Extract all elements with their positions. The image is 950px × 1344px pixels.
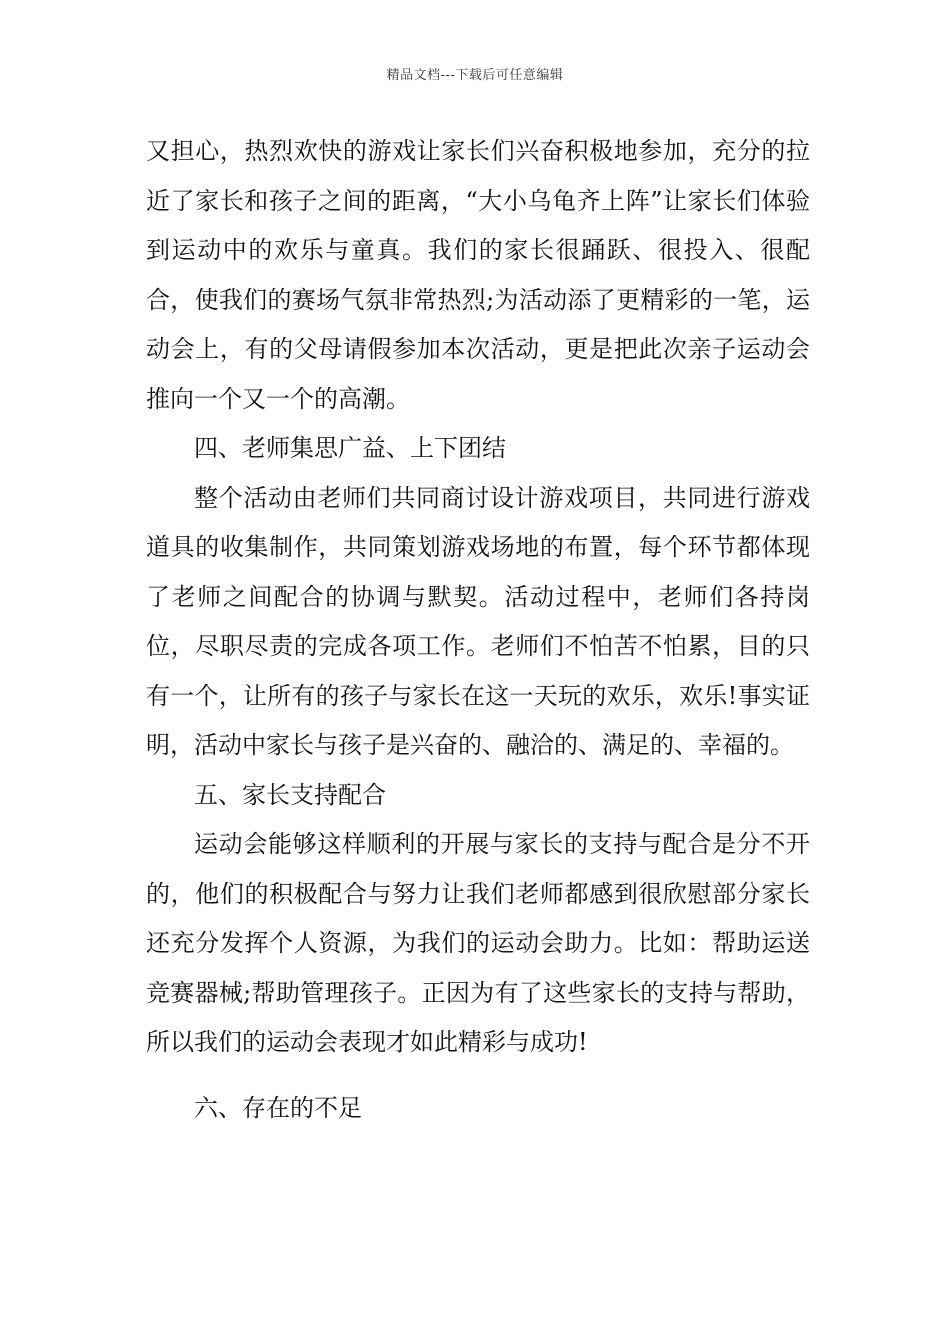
section-heading-5: 五、家长支持配合 bbox=[194, 780, 386, 809]
section-heading-4: 四、老师集思广益、上下团结 bbox=[194, 434, 506, 462]
section-heading-6: 六、存在的不足 bbox=[194, 1093, 362, 1122]
paragraph-section-4: 整个活动由老师们共同商讨设计游戏项目，共同进行游戏道具的收集制作，共同策划游戏场地的布置，每个环节都体现了老师之间配合的协调与默契。活动过程中，老师们各持岗位，尽职尽责的完成各项工作。老师们不怕苦不怕累，目的只有一个，让所有的孩子与家长在这一天玩的欢乐，欢乐!事实证明，活动中家长与孩子是兴奋的、融洽的、满足的、幸福的。 bbox=[146, 483, 810, 759]
document-body bbox=[146, 127, 810, 1133]
paragraph-section-5: 运动会能够这样顺利的开展与家长的支持与配合是分不开的，他们的积极配合与努力让我们老师都感到很欣慰部分家长还充分发挥个人资源，为我们的运动会助力。比如：帮助运送竞赛器械;帮助管理孩子。正因为有了这些家长的支持与帮助，所以我们的运动会表现才如此精彩与成功! bbox=[146, 830, 810, 1056]
paragraph-continuation: 又担心，热烈欢快的游戏让家长们兴奋积极地参加，充分的拉近了家长和孩子之间的距离，“大小乌龟齐上阵”让家长们体验到运动中的欢乐与童真。我们的家长很踊跃、很投入、很配合，使我们的赛场气氛非常热烈;为活动添了更精彩的一笔，运动会上，有的父母请假参加本次活动，更是把此次亲子运动会推向一个又一个的高潮。 bbox=[146, 137, 810, 413]
page-header: 精品文档---下载后可任意编辑 bbox=[386, 68, 564, 83]
